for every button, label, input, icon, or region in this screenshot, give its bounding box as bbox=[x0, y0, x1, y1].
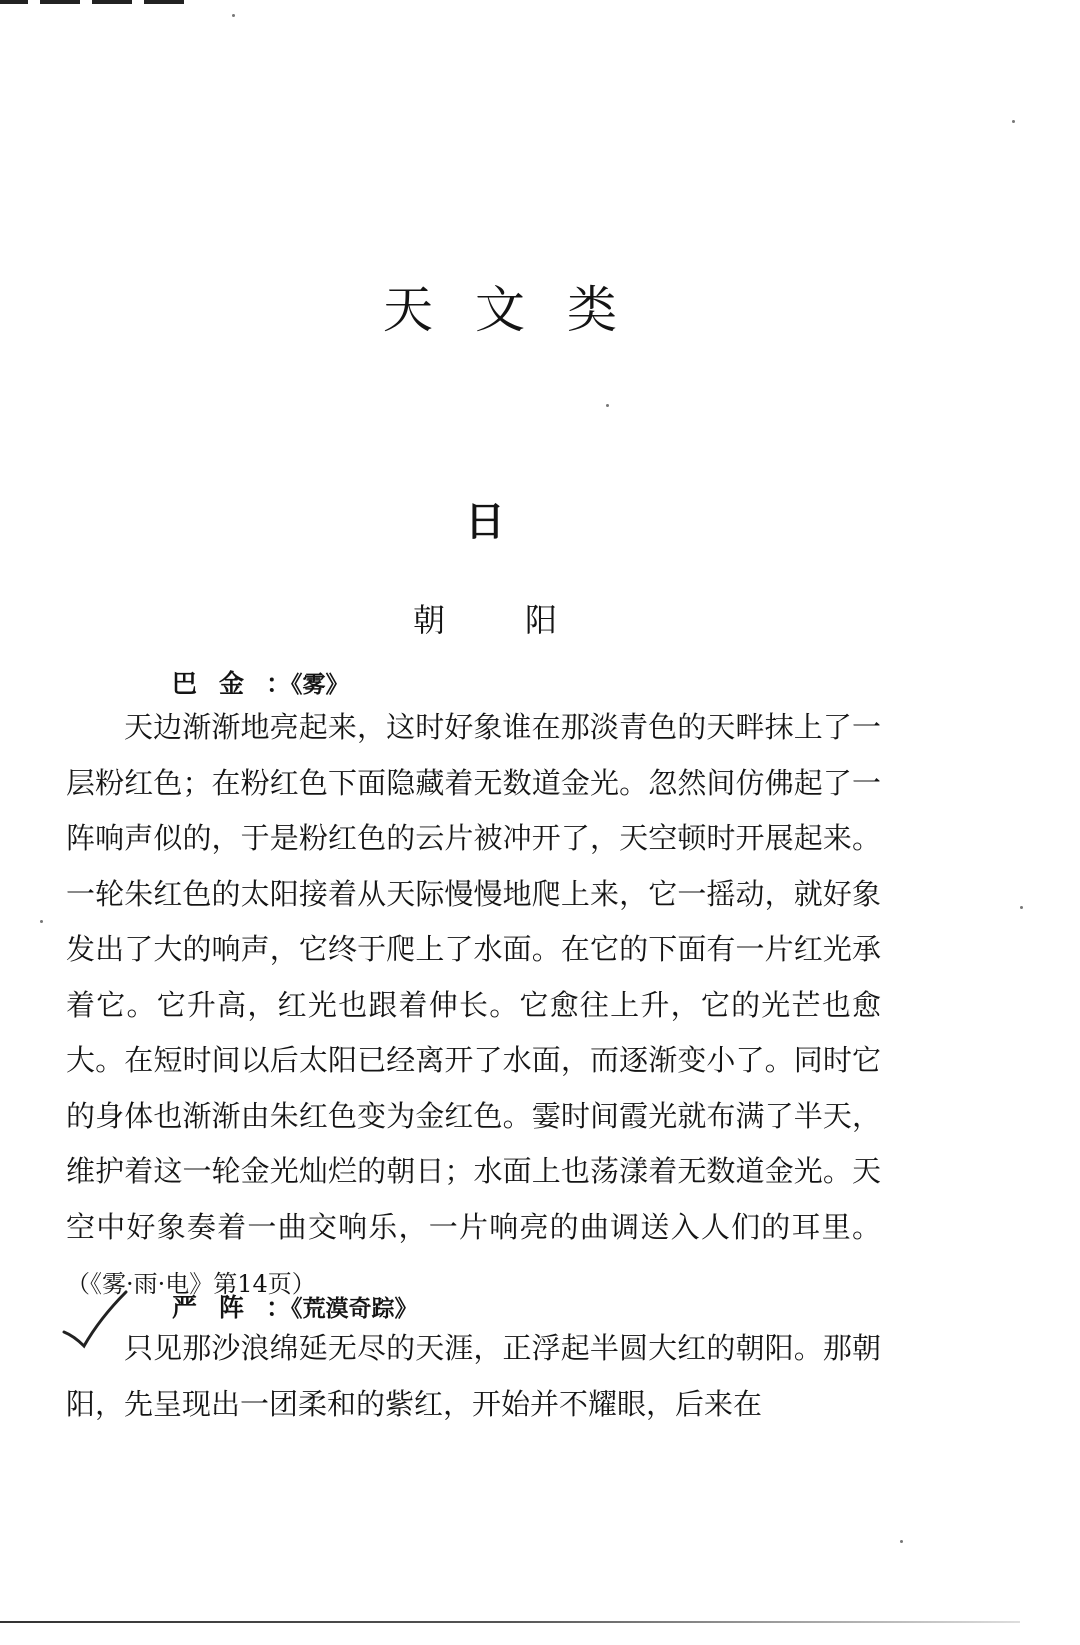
scan-speck bbox=[1012, 120, 1015, 123]
entry-work-title: 《荒漠奇踪》 bbox=[291, 1295, 418, 1322]
entry-citation: （《雾·雨·电》第14页） bbox=[66, 1270, 316, 1298]
entry-author: 巴金 bbox=[172, 669, 267, 698]
entry-body bbox=[66, 700, 881, 1313]
entry-body bbox=[66, 1321, 881, 1434]
scan-speck bbox=[1020, 906, 1023, 909]
scan-speck bbox=[606, 404, 609, 407]
subsection-title: 朝阳 bbox=[412, 601, 637, 639]
bottom-scan-rule bbox=[0, 1621, 1020, 1623]
section-title: 日 bbox=[465, 498, 505, 545]
entry-separator: ： bbox=[266, 669, 292, 698]
scan-speck bbox=[900, 1540, 903, 1543]
entry-author: 严阵 bbox=[172, 1293, 267, 1322]
entry-source bbox=[172, 664, 349, 700]
entry-source bbox=[172, 1288, 418, 1324]
chapter-title: 天文类 bbox=[383, 281, 659, 339]
entry-work-title: 《雾》 bbox=[291, 671, 349, 698]
entry-text: 天边渐渐地亮起来，这时好象谁在那淡青色的天畔抹上了一层粉红色；在粉红色下面隐藏着无数道金光。忽然间仿佛起了一阵响声似的，于是粉红色的云片被冲开了，天空顿时开展起来。一轮朱红色的太阳接着从天际慢慢地爬上来，它一摇动，就好象发出了大的响声，它终于爬上了水面。在它的下面有一片红光承着它。它升高，红光也跟着伸长。它愈往上升，它的光芒也愈大。在短时间以后太阳已经离开了水面，而逐渐变小了。同时它的身体也渐渐由朱红色变为金红色。霎时间霞光就布满了半天，维护着这一轮金光灿烂的朝日；水面上也荡漾着无数道金光。天空中好象奏着一曲交响乐，一片响亮的曲调送入人们的耳里。 bbox=[66, 710, 881, 1244]
top-scan-rule bbox=[0, 0, 184, 6]
scan-speck bbox=[40, 920, 43, 923]
entry-separator: ： bbox=[266, 1293, 292, 1322]
scan-speck bbox=[232, 14, 235, 17]
entry-text: 只见那沙浪绵延无尽的天涯，正浮起半圆大红的朝阳。那朝阳，先呈现出一团柔和的紫红，开始并不耀眼，后来在 bbox=[66, 1331, 881, 1421]
